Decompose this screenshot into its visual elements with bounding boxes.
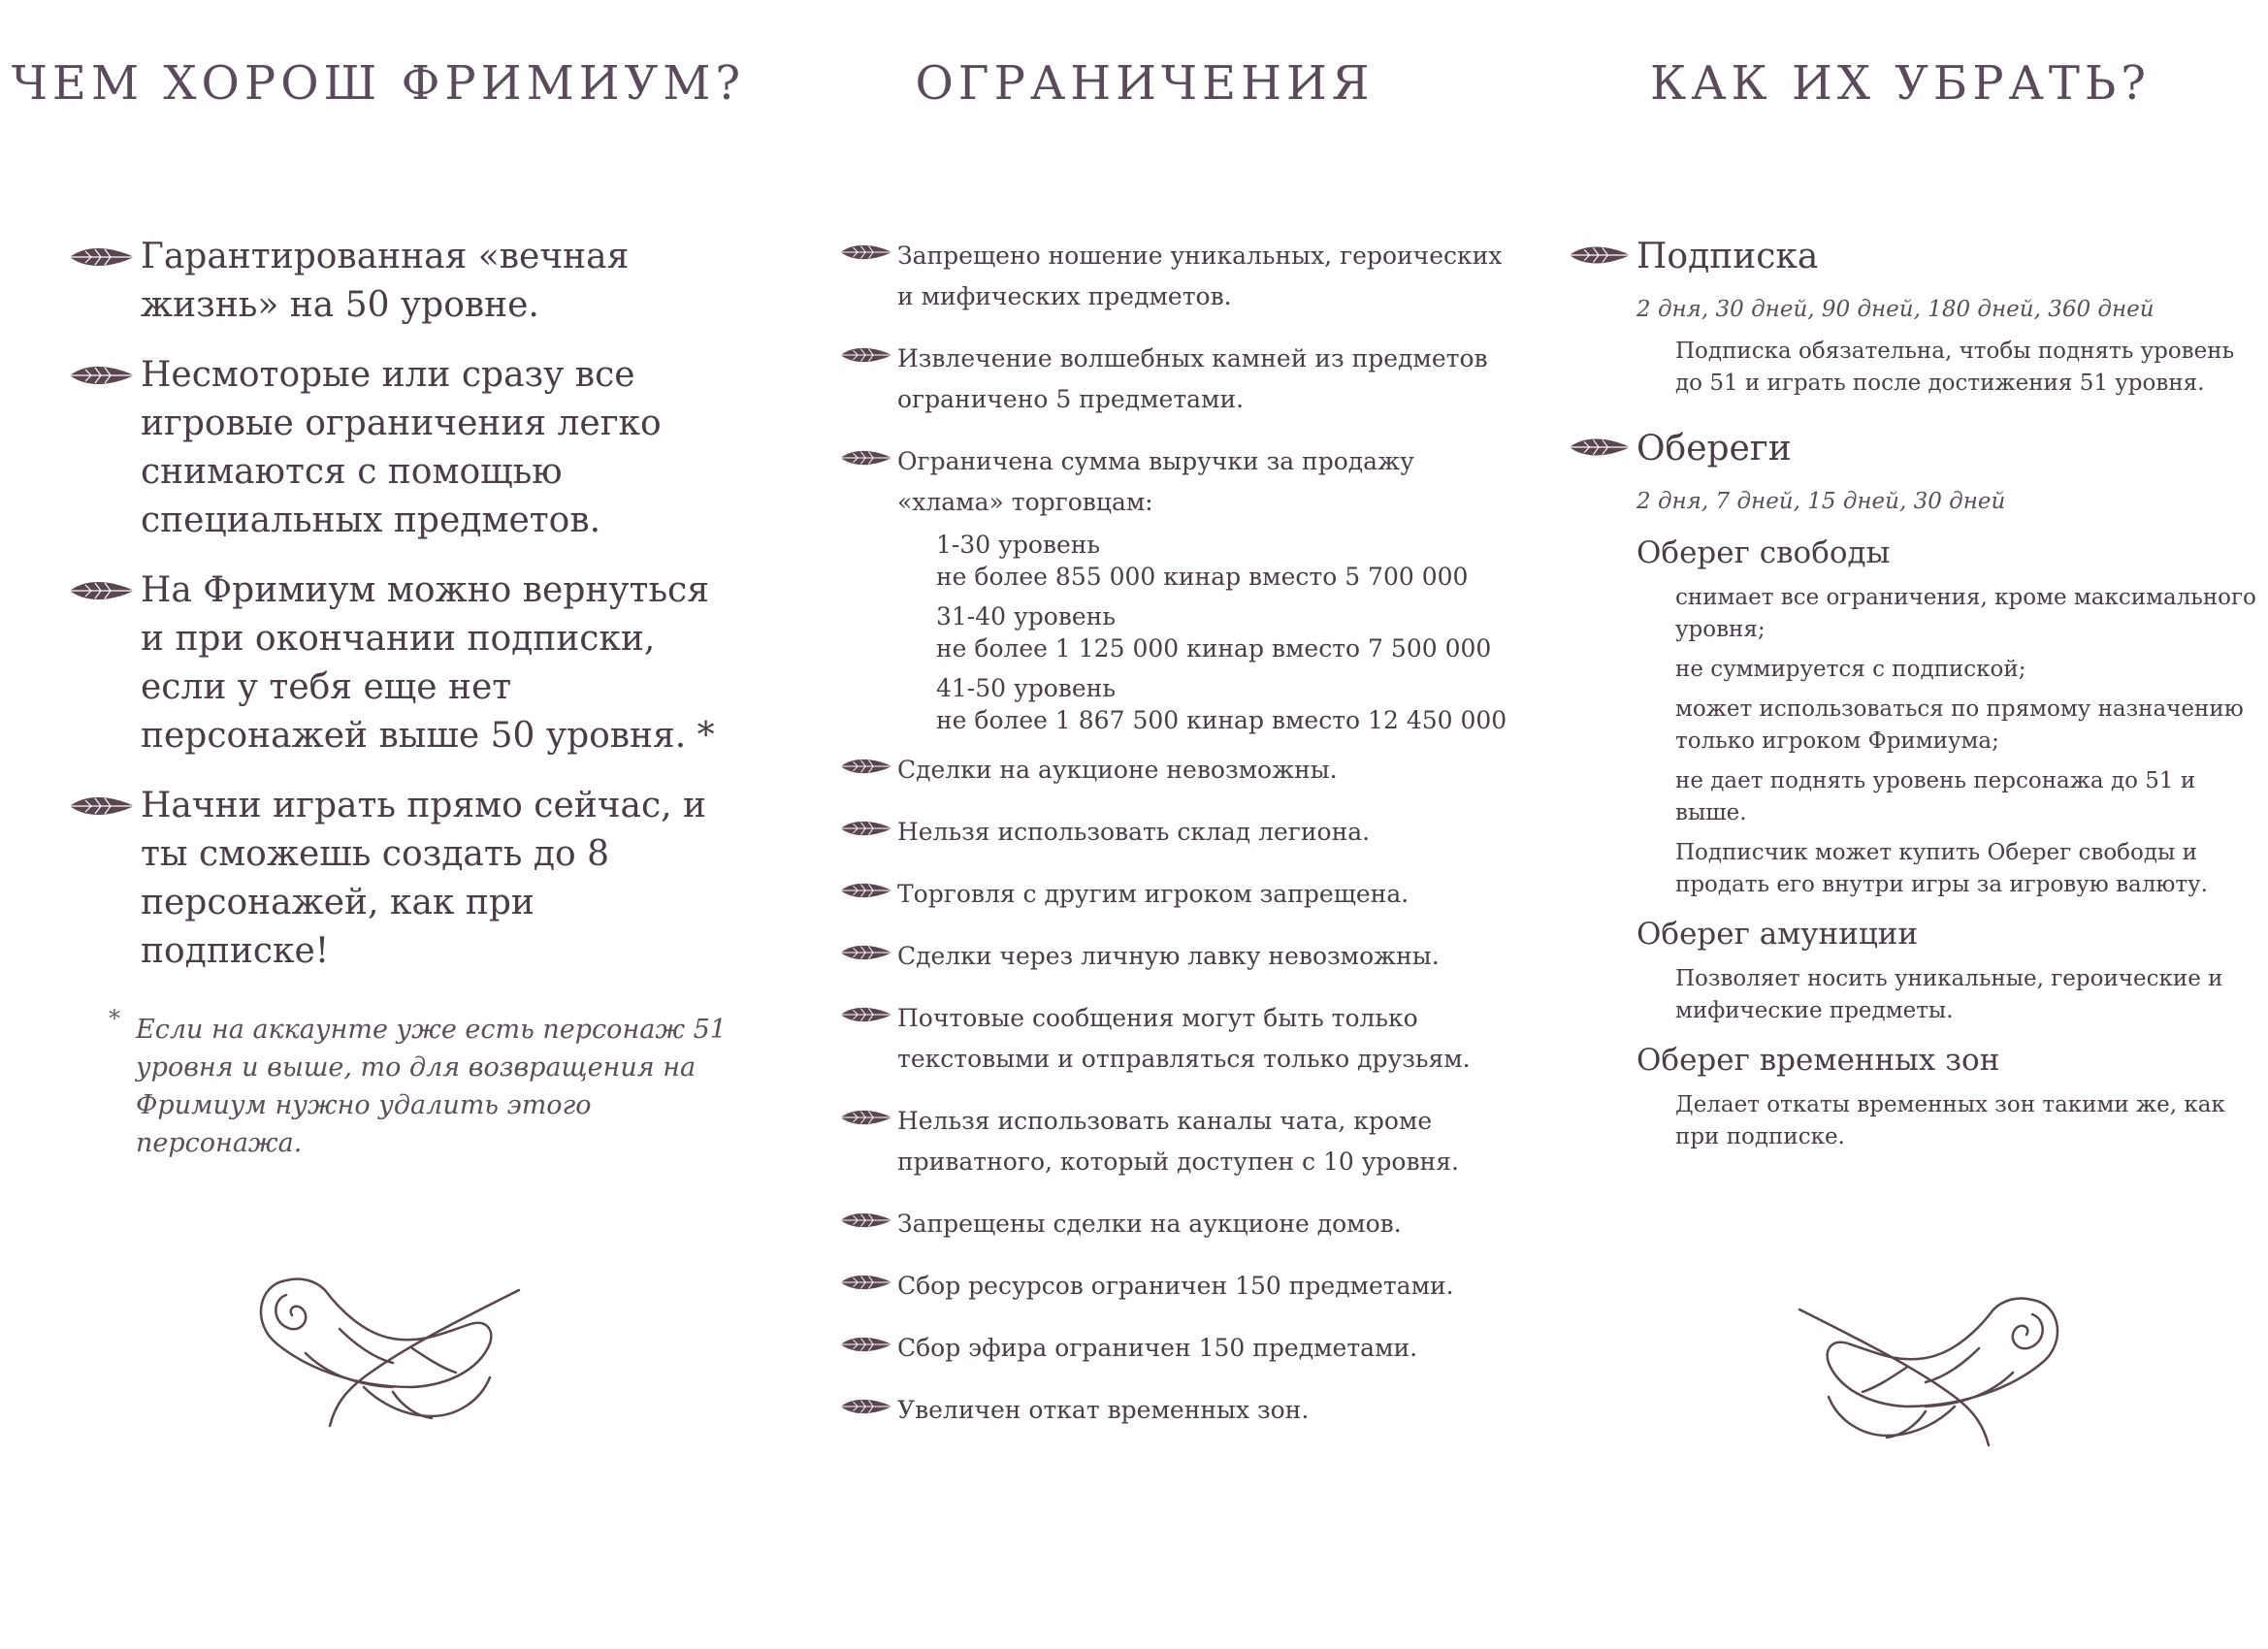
quill-icon xyxy=(839,1107,893,1128)
list-item xyxy=(757,750,1533,791)
charms-title: Обереги xyxy=(1636,429,1792,469)
junk-limit-value: не более 855 000 кинар вместо 5 700 000 xyxy=(936,563,1469,591)
restriction-text: Сбор эфира ограничен 150 предметами. xyxy=(897,1334,1418,1362)
junk-limit-level: 1-30 уровень xyxy=(936,531,1101,559)
ammo-charm-lines xyxy=(1533,963,2268,1027)
restriction-text: Сделки на аукционе невозможны. xyxy=(897,756,1338,784)
quill-icon xyxy=(839,1334,893,1355)
list-item xyxy=(0,351,757,545)
feather-icon xyxy=(1790,1290,2071,1455)
restriction-text: Сбор ресурсов ограничен 150 предметами. xyxy=(897,1272,1454,1300)
charms-section xyxy=(1533,425,2268,518)
column-restrictions xyxy=(757,0,1533,1649)
benefit-text: Гарантированная «вечная жизнь» на 50 уровне. xyxy=(141,237,630,325)
junk-limit-value: не более 1 867 500 кинар вместо 12 450 000 xyxy=(936,706,1507,734)
restriction-text: Торговля с другим игроком запрещена. xyxy=(897,880,1409,908)
list-item xyxy=(757,1204,1533,1245)
list-item xyxy=(757,1266,1533,1307)
restriction-text: Запрещены сделки на аукционе домов. xyxy=(897,1210,1402,1238)
list-item xyxy=(757,936,1533,977)
benefits-list xyxy=(0,233,757,997)
junk-limit-row xyxy=(936,529,1513,593)
benefit-text: Несмоторые или сразу все игровые ограничения легко снимаются с помощью специальных предметов. xyxy=(141,355,662,540)
junk-limits xyxy=(936,529,1513,736)
subscription-title: Подписка xyxy=(1636,237,1819,276)
footnote: Если на аккаунте уже есть персонаж 51 уровня и выше, то для возвращения на Фримиум нужно удалить этого персонажа. xyxy=(136,1015,727,1158)
list-item xyxy=(757,874,1533,915)
restriction-text: Почтовые сообщения могут быть только текстовыми и отправляться только друзьям. xyxy=(897,1004,1471,1073)
list-item xyxy=(757,339,1533,420)
list-item xyxy=(757,1101,1533,1182)
quill-icon xyxy=(839,942,893,963)
charm-line: не суммируется с подпиской; xyxy=(1675,657,2026,682)
restrictions-list xyxy=(757,236,1533,1452)
restriction-text: Увеличен откат временных зон. xyxy=(897,1396,1310,1424)
remove-options xyxy=(1533,233,2268,1161)
restriction-text: Ограничена сумма выручки за продажу «хлама» торговцам: xyxy=(897,447,1414,516)
list-item xyxy=(757,1390,1533,1431)
feather-icon xyxy=(247,1271,529,1436)
restriction-text: Нельзя использовать склад легиона. xyxy=(897,818,1371,846)
ammo-charm-title: Оберег амуниции xyxy=(1636,917,1919,952)
junk-limit-level: 41-50 уровень xyxy=(936,674,1116,702)
column-how-to-remove xyxy=(1533,0,2268,1649)
quill-icon xyxy=(839,880,893,901)
heading-how-to-remove: КАК ИХ УБРАТЬ? xyxy=(1650,56,2151,111)
quill-icon xyxy=(68,793,136,819)
quill-icon xyxy=(68,363,136,388)
quill-icon xyxy=(839,1004,893,1025)
charm-line: Делает откаты временных зон такими же, как при подписке. xyxy=(1675,1092,2225,1149)
junk-limit-row xyxy=(936,672,1513,736)
quill-icon xyxy=(839,818,893,839)
quill-icon xyxy=(839,1396,893,1417)
list-item xyxy=(757,236,1533,317)
charms-durations: 2 дня, 7 дней, 15 дней, 30 дней xyxy=(1636,489,2006,514)
footnote-mark: * xyxy=(109,1005,120,1032)
junk-limit-row xyxy=(936,600,1513,664)
benefit-text: На Фримиум можно вернуться и при окончании подписки, если у тебя еще нет персонажей выше 50 уровня. * xyxy=(141,570,715,756)
benefit-text: Начни играть прямо сейчас, и ты сможешь создать до 8 персонажей, как при подписке! xyxy=(141,786,707,971)
timezones-charm-title: Оберег временных зон xyxy=(1636,1043,2000,1078)
quill-icon xyxy=(839,447,893,469)
junk-limit-level: 31-40 уровень xyxy=(936,602,1116,630)
list-item xyxy=(757,998,1533,1080)
heading-benefits: ЧЕМ ХОРОШ ФРИМИУМ? xyxy=(11,56,746,111)
quill-icon xyxy=(839,1272,893,1293)
subscription-section xyxy=(1533,233,2268,400)
charm-line: не дает поднять уровень персонажа до 51 и выше. xyxy=(1675,768,2196,825)
quill-icon xyxy=(1568,435,1632,460)
charm-line: Позволяет носить уникальные, героические и мифические предметы. xyxy=(1675,966,2223,1023)
charm-line: снимает все ограничения, кроме максимального уровня; xyxy=(1675,585,2256,642)
list-item xyxy=(0,782,757,976)
restriction-text: Нельзя использовать каналы чата, кроме приватного, который доступен с 10 уровня. xyxy=(897,1107,1459,1176)
charm-line: может использоваться по прямому назначению только игроком Фримиума; xyxy=(1675,696,2244,754)
junk-limit-value: не более 1 125 000 кинар вместо 7 500 000 xyxy=(936,634,1492,663)
quill-icon xyxy=(1568,242,1632,268)
list-item xyxy=(757,441,1533,736)
timezones-charm-lines xyxy=(1533,1089,2268,1153)
quill-icon xyxy=(839,242,893,263)
list-item xyxy=(757,1328,1533,1369)
subscription-description: Подписка обязательна, чтобы поднять уровень до 51 и играть после достижения 51 уровня. xyxy=(1675,339,2235,396)
subscription-durations: 2 дня, 30 дней, 90 дней, 180 дней, 360 дней xyxy=(1636,297,2155,322)
quill-icon xyxy=(839,756,893,777)
quill-icon xyxy=(68,578,136,603)
charm-line: Подписчик может купить Оберег свободы и продать его внутри игры за игровую валюту. xyxy=(1675,840,2208,897)
list-item xyxy=(757,812,1533,853)
restriction-text: Сделки через личную лавку невозможны. xyxy=(897,942,1440,970)
quill-icon xyxy=(68,244,136,270)
freedom-charm-title: Оберег свободы xyxy=(1636,535,1891,570)
freedom-charm-lines xyxy=(1533,582,2268,901)
restriction-text: Запрещено ношение уникальных, героических и мифических предметов. xyxy=(897,242,1503,310)
quill-icon xyxy=(839,1210,893,1231)
restriction-text: Извлечение волшебных камней из предметов ограничено 5 предметами. xyxy=(897,344,1488,413)
heading-restrictions: ОГРАНИЧЕНИЯ xyxy=(915,56,1375,111)
quill-icon xyxy=(839,344,893,366)
list-item xyxy=(0,566,757,760)
column-freemium-benefits xyxy=(0,0,757,1649)
list-item xyxy=(0,233,757,330)
